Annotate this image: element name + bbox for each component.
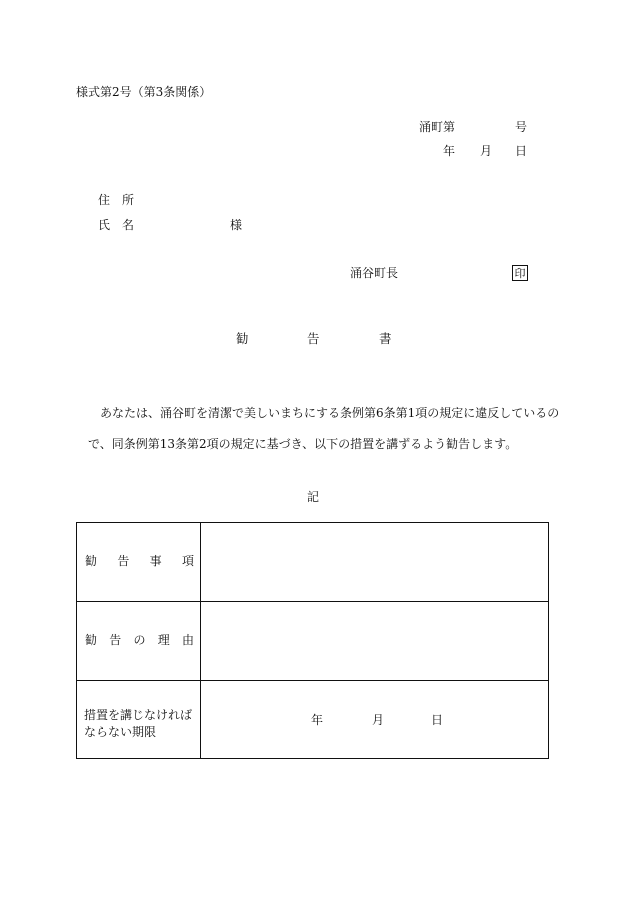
advice-table: [76, 522, 549, 759]
label-char: 告: [117, 554, 130, 568]
label-char: 項: [181, 554, 194, 568]
document-number-prefix: 涌町第: [419, 120, 456, 134]
table-row: [77, 602, 548, 681]
advice-reason-label-cell: [77, 602, 201, 680]
recipient-name-label: 氏名: [98, 218, 147, 232]
deadline-month-label: 月: [372, 713, 385, 727]
document-title-char: 書: [379, 331, 392, 346]
advice-reason-value-cell[interactable]: [201, 602, 548, 680]
deadline-value-cell[interactable]: [201, 681, 548, 758]
label-char: 由: [181, 633, 194, 647]
recipient-honorific: 様: [230, 218, 243, 232]
deadline-label-cell: [77, 681, 201, 758]
label-char: 告: [109, 633, 122, 647]
table-row: [77, 523, 548, 602]
body-text-line-2: で、同条例第13条第2項の規定に基づき、以下の措置を講ずるよう勧告します。: [88, 437, 518, 451]
deadline-label-line-2: ならない期限: [84, 725, 157, 739]
advice-matter-label: [85, 555, 194, 567]
deadline-year-label: 年: [311, 713, 324, 727]
seal-stamp-icon: 印: [512, 265, 528, 281]
issuer-title: 涌谷町長: [350, 266, 399, 280]
advice-matter-label-cell: [77, 523, 201, 601]
date-day-label: 日: [515, 144, 528, 158]
table-row: [77, 681, 548, 758]
form-number: 様式第2号（第3条関係）: [76, 85, 212, 99]
date-year-label: 年: [443, 144, 456, 158]
deadline-day-label: 日: [431, 713, 444, 727]
date-month-label: 月: [480, 144, 493, 158]
deadline-label: [84, 707, 192, 741]
label-char: 勧: [85, 633, 98, 647]
deadline-label-line-1: 措置を講じなければ: [84, 708, 193, 722]
label-char: 勧: [85, 554, 98, 568]
advice-matter-value-cell[interactable]: [201, 523, 548, 601]
label-char: の: [133, 633, 146, 647]
document-number-suffix: 号: [515, 120, 528, 134]
recipient-address-label: 住所: [98, 193, 147, 207]
document-title-char: 勧: [236, 331, 249, 346]
ki-heading: 記: [307, 490, 320, 504]
label-char: 理: [157, 633, 170, 647]
body-text-line-1: あなたは、涌谷町を清潔で美しいまちにする条例第6条第1項の規定に違反しているの: [100, 406, 560, 420]
advice-reason-label: [85, 634, 194, 646]
label-char: 事: [149, 554, 162, 568]
document-title-char: 告: [307, 331, 320, 346]
